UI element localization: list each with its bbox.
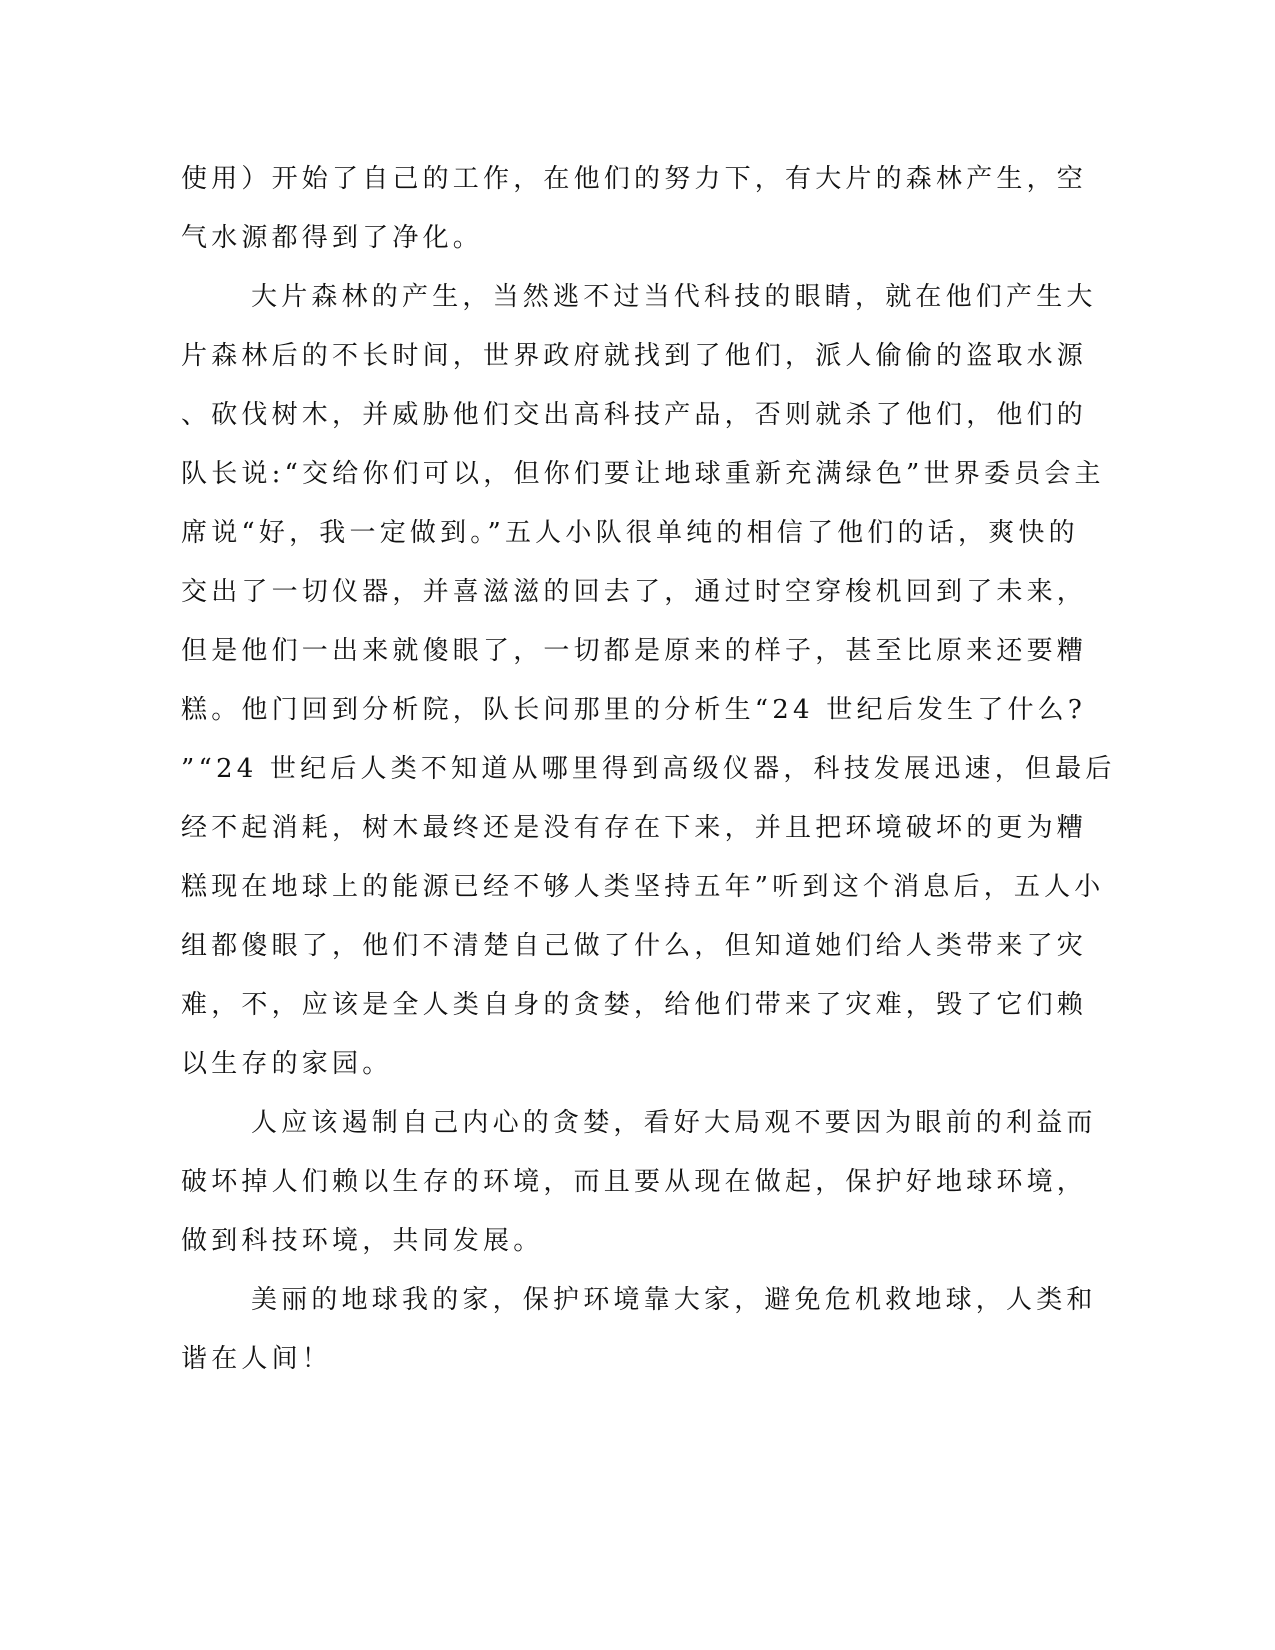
text-line: 使用）开始了自己的工作，在他们的努力下，有大片的森林产生，空 bbox=[181, 164, 1088, 194]
text-line: 、砍伐树木，并威胁他们交出高科技产品，否则就杀了他们，他们的 bbox=[181, 400, 1088, 430]
document-body bbox=[181, 150, 1116, 1389]
text-line: 组都傻眼了，他们不清楚自己做了什么，但知道她们给人类带来了灾 bbox=[181, 931, 1088, 961]
text-line: 人应该遏制自己内心的贪婪，看好大局观不要因为眼前的利益而 bbox=[251, 1108, 1097, 1138]
text-line: 大片森林的产生，当然逃不过当代科技的眼睛，就在他们产生大 bbox=[251, 282, 1097, 312]
text-line: 交出了一切仪器，并喜滋滋的回去了，通过时空穿梭机回到了未来， bbox=[181, 577, 1088, 607]
text-line: 气水源都得到了净化。 bbox=[181, 223, 484, 253]
text-line: 美丽的地球我的家，保护环境靠大家，避免危机救地球，人类和 bbox=[251, 1285, 1097, 1315]
text-line: 席说“好，我一定做到。”五人小队很单纯的相信了他们的话，爽快的 bbox=[181, 518, 1079, 548]
text-line: 做到科技环境，共同发展。 bbox=[181, 1226, 544, 1256]
text-line: 谐在人间！ bbox=[181, 1344, 333, 1374]
text-line: 经不起消耗，树木最终还是没有存在下来，并且把环境破坏的更为糟 bbox=[181, 813, 1088, 843]
text-line: 片森林后的不长时间，世界政府就找到了他们，派人偷偷的盗取水源 bbox=[181, 341, 1088, 371]
text-line: 糕现在地球上的能源已经不够人类坚持五年”听到这个消息后，五人小 bbox=[181, 872, 1105, 902]
text-line: 但是他们一出来就傻眼了，一切都是原来的样子，甚至比原来还要糟 bbox=[181, 636, 1088, 666]
text-line: 糕。他门回到分析院，队长问那里的分析生“24 世纪后发生了什么? bbox=[181, 695, 1086, 725]
text-line: 以生存的家园。 bbox=[181, 1049, 393, 1079]
text-line: 难，不，应该是全人类自身的贪婪，给他们带来了灾难，毁了它们赖 bbox=[181, 990, 1088, 1020]
text-line: ”“24 世纪后人类不知道从哪里得到高级仪器，科技发展迅速，但最后 bbox=[181, 754, 1116, 784]
text-line: 队长说:“交给你们可以，但你们要让地球重新充满绿色”世界委员会主 bbox=[181, 459, 1105, 489]
text-line: 破坏掉人们赖以生存的环境，而且要从现在做起，保护好地球环境， bbox=[181, 1167, 1088, 1197]
